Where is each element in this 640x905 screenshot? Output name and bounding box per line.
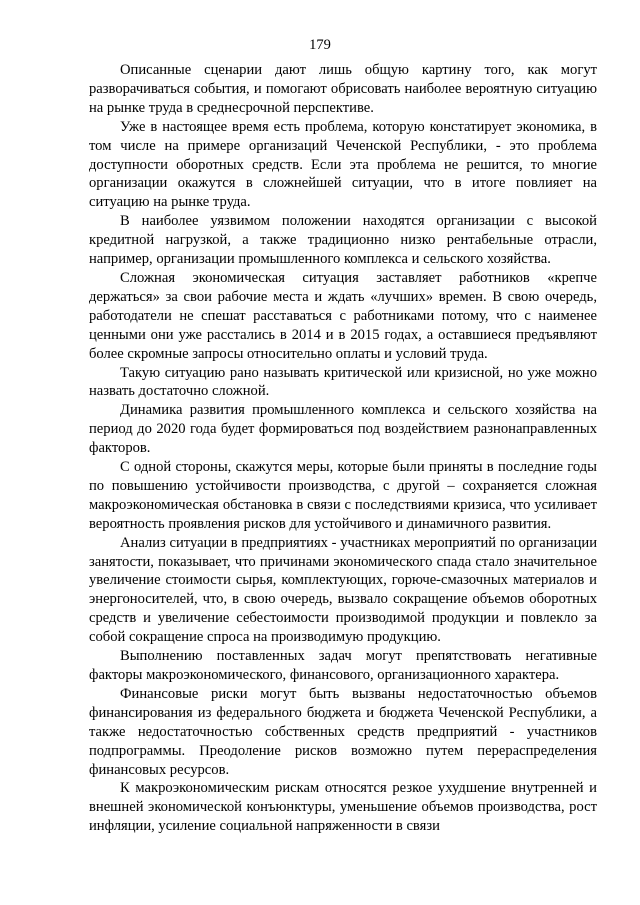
document-body	[89, 61, 597, 836]
paragraph-11: К макроэкономическим рискам относятся резкое ухудшение внутренней и внешней экономической конъюнктуры, уменьшение объемов производства, рост инфляции, усиление социальной напряженности в связи	[89, 780, 597, 835]
paragraph-7: С одной стороны, скажутся меры, которые были приняты в последние годы по повышению устойчивости производства, с другой – сохраняется сложная макроэкономическая обстановка в связи с последствиями кризиса, что усиливает вероятность проявления рисков для устойчивого и динамичного развития.	[89, 459, 597, 532]
page-number: 179	[309, 37, 331, 53]
paragraph-2: Уже в настоящее время есть проблема, которую констатирует экономика, в том числе на примере организаций Чеченской Республики, - это проблема доступности оборотных средств. Если эта проблема не решится, то многие организации окажутся в сложнейшей ситуации, что в итоге повлияет на ситуацию на рынке труда.	[89, 118, 597, 211]
paragraph-3: В наиболее уязвимом положении находятся организации с высокой кредитной нагрузкой, а также традиционно низко рентабельные отрасли, например, организации промышленного комплекса и сельского хозяйства.	[89, 213, 597, 268]
paragraph-8: Анализ ситуации в предприятиях - участниках мероприятий по организации занятости, показывает, что причинами экономического спада стало значительное увеличение стоимости сырья, комплектующих, горюче-смазочных материалов и энергоносителей, что, в свою очередь, вызвало сокращение объемов оборотных средств и увеличение себестоимости производимой продукции и повлекло за собой сокращение спроса на производимую продукцию.	[89, 534, 597, 646]
paragraph-5: Такую ситуацию рано называть критической или кризисной, но уже можно назвать достаточно сложной.	[89, 364, 597, 400]
paragraph-6: Динамика развития промышленного комплекса и сельского хозяйства на период до 2020 года будет формироваться под воздействием разнонаправленных факторов.	[89, 402, 597, 457]
paragraph-1: Описанные сценарии дают лишь общую картину того, как могут разворачиваться события, и помогают обрисовать наиболее вероятную ситуацию на рынке труда в среднесрочной перспективе.	[89, 62, 597, 116]
paragraph-9: Выполнению поставленных задач могут препятствовать негативные факторы макроэкономического, финансового, организационного характера.	[89, 648, 597, 683]
paragraph-10: Финансовые риски могут быть вызваны недостаточностью объемов финансирования из федерального бюджета и бюджета Чеченской Республики, а также недостаточностью собственных средств предприятий - участников подпрограммы. Преодоление рисков возможно путем перераспределения финансовых ресурсов.	[89, 685, 597, 778]
paragraph-4: Сложная экономическая ситуация заставляет работников «крепче держаться» за свои рабочие места и ждать «лучших» времен. В свою очередь, работодатели не спешат расставаться с работниками потому, что с наименее ценными они уже расстались в 2014 и в 2015 годах, а оставшиеся предъявляют более скромные запросы относительно оплаты и условий труда.	[89, 269, 597, 362]
